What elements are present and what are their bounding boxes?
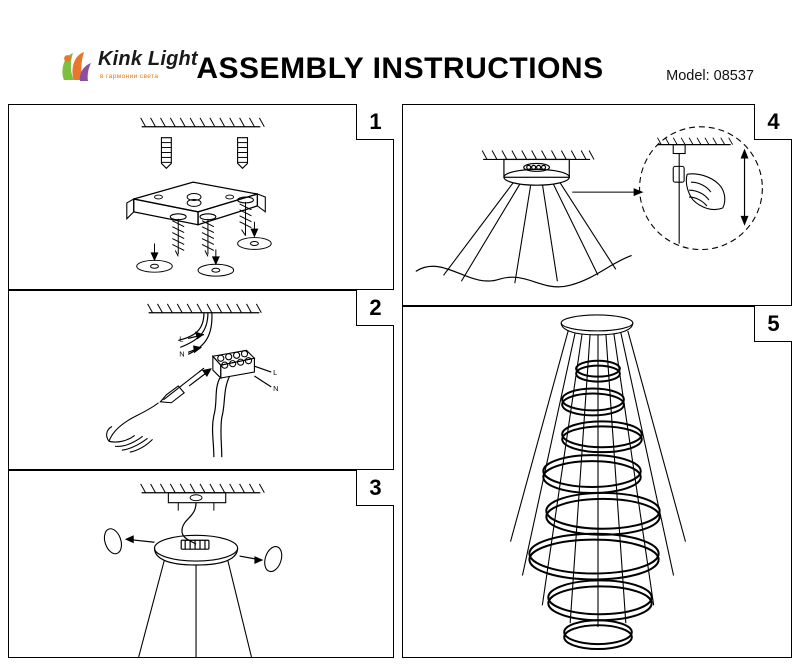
figure-step-3 (9, 471, 393, 657)
step-panel-2 (8, 290, 394, 470)
page-title: ASSEMBLY INSTRUCTIONS (196, 52, 604, 85)
step-panel-4 (402, 104, 792, 306)
figure-step-5 (403, 307, 791, 657)
step-panel-3 (8, 470, 394, 658)
step-number-badge-2: 2 (356, 290, 394, 326)
step-panel-5 (402, 306, 792, 658)
model-number: Model: 08537 (666, 68, 754, 84)
step-panel-1 (8, 104, 394, 290)
step-number-badge-5: 5 (754, 306, 792, 342)
step-number-badge-3: 3 (356, 470, 394, 506)
wire-label-L-bottom: L (273, 368, 278, 378)
header (0, 0, 800, 100)
brand-name: Kink Light (98, 48, 198, 70)
figure-step-4 (403, 105, 791, 305)
step-number-badge-4: 4 (754, 104, 792, 140)
wire-label-N-top: N (179, 349, 185, 359)
wire-label-L-top: L (179, 334, 184, 344)
figure-step-2 (9, 291, 393, 469)
step-number-badge-1: 1 (356, 104, 394, 140)
figure-step-1 (9, 105, 393, 289)
brand-tagline: в гармонии света (100, 73, 159, 80)
wire-label-N-bottom: N (273, 383, 279, 393)
